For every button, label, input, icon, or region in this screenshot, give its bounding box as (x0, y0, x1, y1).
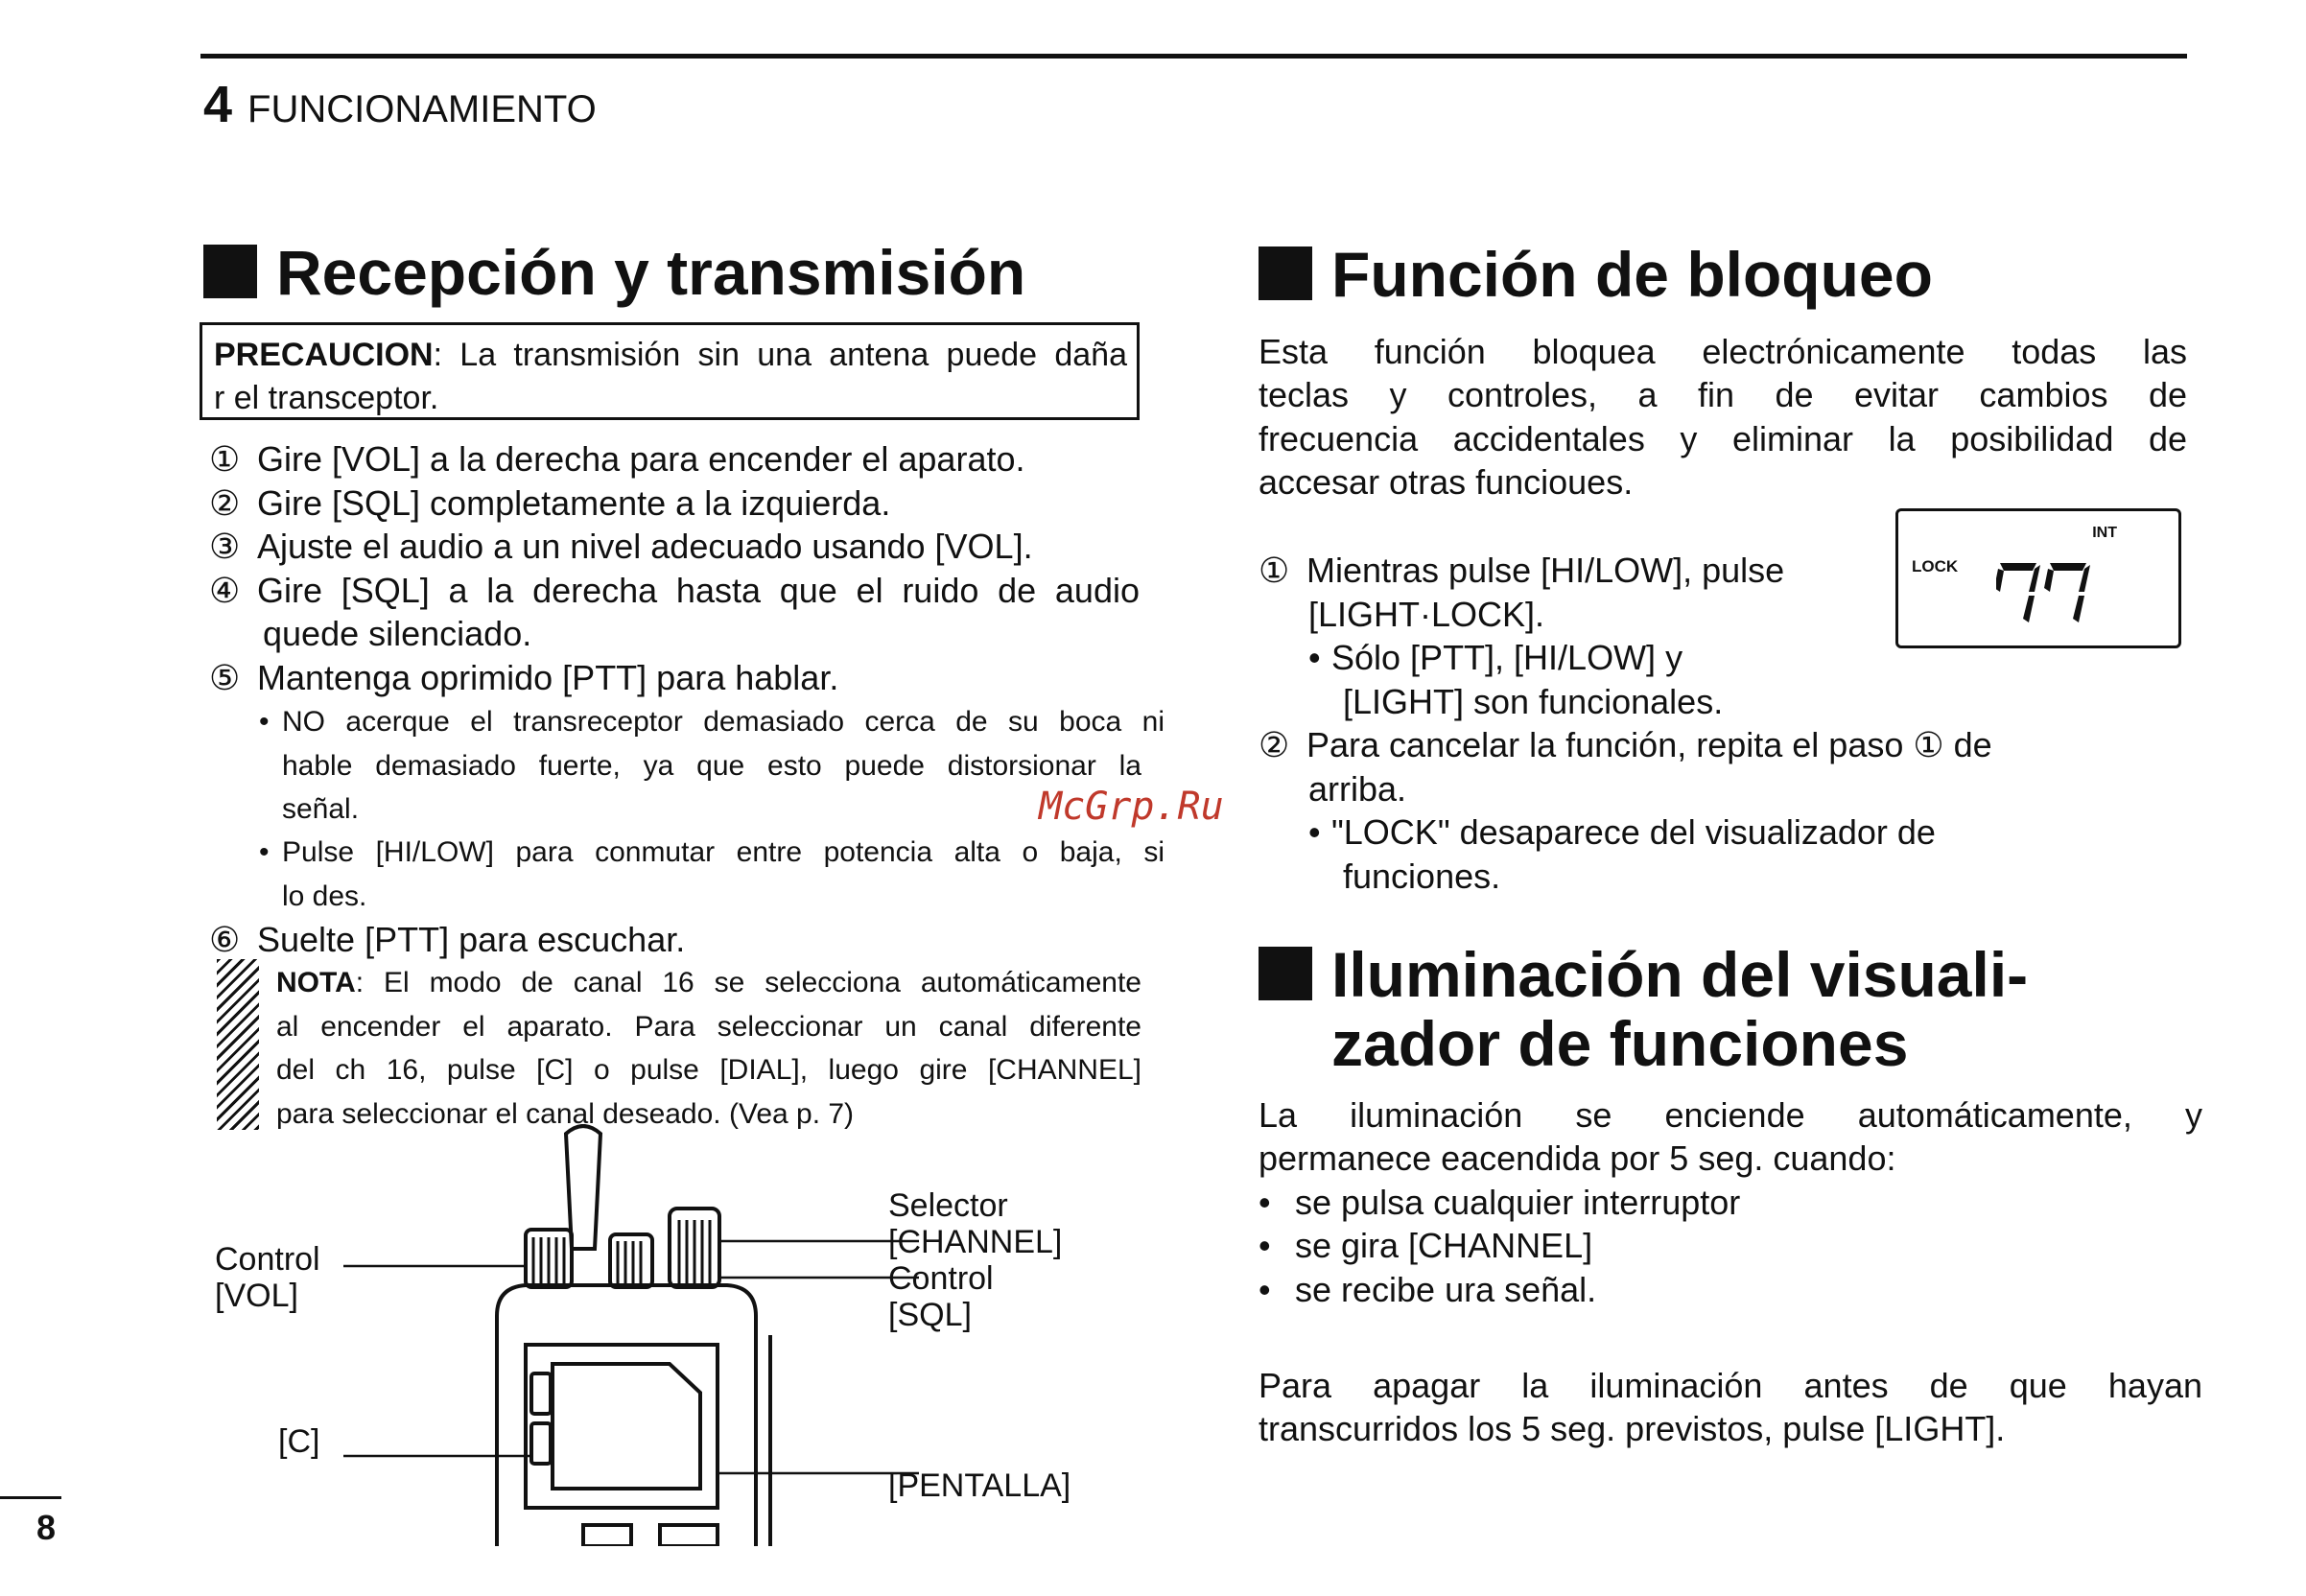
caution-text-2: r el transceptor. (214, 380, 439, 416)
lcd-digits-icon (1996, 559, 2092, 628)
step-2: ② Gire [SQL] completamente a la izquierda. (209, 483, 891, 523)
lcd-int-label: INT (2092, 525, 2117, 541)
caution-text-1: : La transmisión sin una antena puede daña (433, 337, 1127, 373)
label-pantalla: [PENTALLA] (888, 1467, 1071, 1504)
chapter-heading (203, 75, 597, 134)
caution-box (200, 322, 1140, 420)
bullet-dot-icon: • (1259, 1183, 1271, 1222)
step-5: ⑤ Mantenga oprimido [PTT] para hablar. (209, 658, 839, 697)
bullet-dot-icon: • (1259, 1270, 1271, 1309)
sub-bullet-1: • NO acerque el transreceptor demasiado cerca de su boca ni (259, 700, 1165, 744)
step-4-cont: quede silenciado. (263, 614, 532, 653)
caution-label: PRECAUCION (214, 337, 434, 373)
header-rule (200, 54, 2187, 59)
bullet-dot-icon: • (259, 706, 270, 738)
section-square-icon (203, 245, 257, 298)
chapter-number: 4 (203, 76, 233, 133)
label-c: [C] (278, 1423, 320, 1460)
label-channel: Selector [CHANNEL] (888, 1187, 1063, 1260)
step-1: ① Gire [VOL] a la derecha para encender el aparato. (209, 439, 1025, 479)
light-bullet-1: • se pulsa cualquier interruptor (1259, 1181, 1740, 1225)
watermark-text: McGrp.Ru (1039, 785, 1224, 829)
lock-step-1: ① Mientras pulse [HI/LOW], pulse (1259, 551, 1785, 590)
section-title-lock: Función de bloqueo (1259, 240, 1933, 309)
label-vol: Control [VOL] (215, 1241, 320, 1314)
bullet-dot-icon: • (259, 836, 270, 868)
chapter-title: FUNCIONAMIENTO (247, 88, 597, 130)
lock-step-2-sub: • "LOCK" desaparece del visualizador de (1308, 810, 1936, 855)
step-4: ④ Gire [SQL] a la derecha hasta que el ruido de audio (209, 571, 1140, 610)
page-number: 8 (36, 1508, 57, 1547)
lock-step-1-sub: • Sólo [PTT], [HI/LOW] y (1308, 636, 1682, 680)
section-title-light: Iluminación del visuali- zador de funciones (1259, 940, 2028, 1078)
light-bullet-3: • se recibe ura señal. (1259, 1268, 1596, 1312)
lock-step-2: ② Para cancelar la función, repita el paso ① de (1259, 725, 1992, 764)
note-label: NOTA (276, 967, 356, 998)
bullet-dot-icon: • (1308, 812, 1321, 852)
section-title-reception: Recepción y transmisión (203, 238, 1025, 307)
lcd-lock-label: LOCK (1912, 557, 1959, 575)
step-3: ③ Ajuste el audio a un nivel adecuado usando [VOL]. (209, 527, 1033, 566)
note-hatch-icon (217, 959, 259, 1130)
bullet-dot-icon: • (1259, 1226, 1271, 1265)
bullet-dot-icon: • (1308, 638, 1321, 677)
sub-bullet-2: • Pulse [HI/LOW] para conmutar entre potencia alta o baja, si (259, 831, 1165, 875)
page-number-rule (0, 1496, 61, 1499)
light-bullet-2: • se gira [CHANNEL] (1259, 1224, 1592, 1268)
step-6: ⑥ Suelte [PTT] para escuchar. (209, 920, 686, 959)
section-square-icon (1259, 947, 1312, 1000)
lcd-display (1895, 508, 2181, 648)
section-square-icon (1259, 246, 1312, 300)
label-sql: Control [SQL] (888, 1260, 994, 1333)
